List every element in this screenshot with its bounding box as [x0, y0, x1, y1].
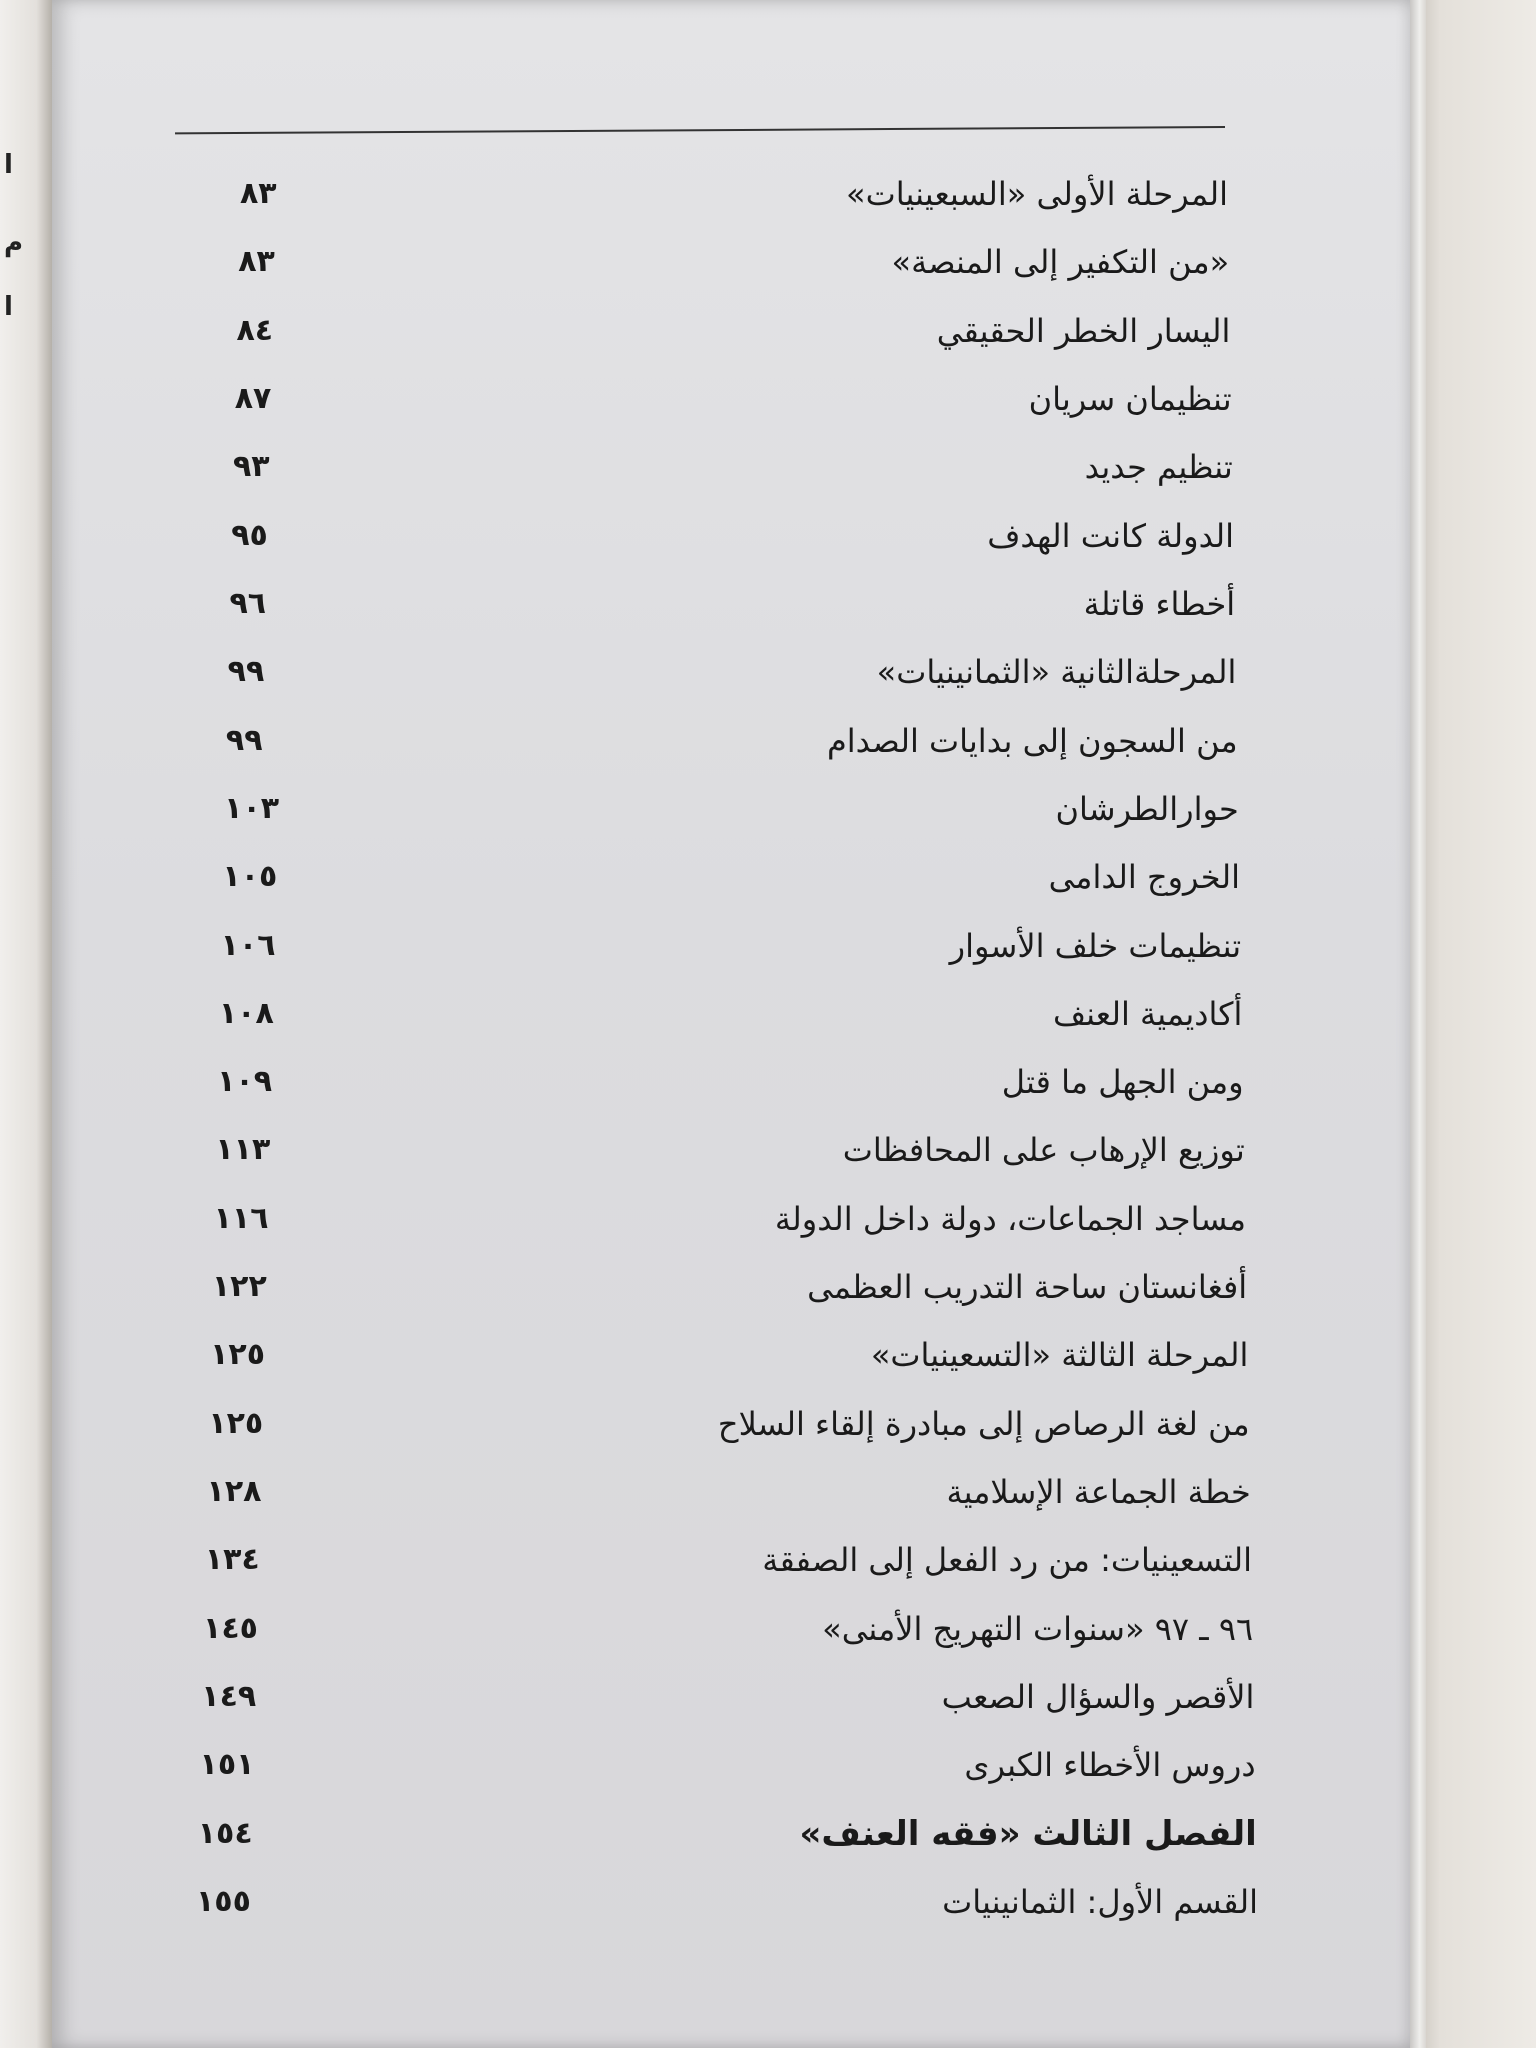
toc-entry-title: تنظيم جديد: [1084, 448, 1233, 487]
toc-page-number: ١١٦: [213, 1200, 269, 1236]
toc-page-number: ٨٣: [240, 176, 277, 211]
toc-entry-title: اليسار الخطر الحقيقي: [936, 311, 1231, 350]
toc-entry: [0, 375, 1232, 435]
adjacent-page-glyph: ا: [4, 292, 13, 322]
toc-page-number: ١٤٥: [203, 1610, 258, 1646]
toc-entry-title: المرحلة الأولى «السبعينيات»: [846, 175, 1228, 213]
toc-entry-title: ومن الجهل ما قتل: [1001, 1063, 1244, 1102]
toc-entry-title: ٩٦ ـ ٩٧ «سنوات التهريج الأمنى»: [822, 1609, 1254, 1648]
toc-page-number: ٨٧: [234, 380, 272, 416]
toc-page-number: ١٢٨: [206, 1474, 262, 1510]
toc-entry: [0, 1810, 1257, 1870]
toc-entry-title: حوارالطرشان: [1055, 789, 1239, 828]
toc-page-number: ٨٣: [238, 244, 275, 280]
toc-page-number: ٩٩: [225, 722, 263, 758]
toc-entry: [0, 1263, 1247, 1323]
toc-entry-title: دروس الأخطاء الكبرى: [964, 1746, 1256, 1785]
toc-page-number: ١٤٩: [201, 1679, 257, 1715]
toc-page-number: ١٥٥: [196, 1884, 251, 1919]
toc-entry: [0, 785, 1239, 845]
toc-entry: [0, 1331, 1248, 1391]
toc-page-number: ١٠٥: [222, 859, 278, 895]
toc-entry: [0, 1878, 1258, 1938]
toc-entry: [0, 1058, 1244, 1118]
toc-entry: [0, 648, 1236, 708]
toc-entry-title: الدولة كانت الهدف: [987, 516, 1234, 555]
toc-page-number: ٩٥: [231, 517, 268, 553]
toc-entry-title: المرحلةالثانية «الثمانينيات»: [876, 653, 1237, 692]
toc-entry: [0, 1126, 1245, 1186]
toc-page-number: ٩٣: [232, 449, 270, 485]
toc-entry-title: من لغة الرصاص إلى مبادرة إلقاء السلاح: [717, 1404, 1250, 1443]
toc-entry-title: «من التكفير إلى المنصة»: [891, 243, 1230, 282]
toc-page-number: ١٢٥: [208, 1405, 264, 1441]
toc-entry: [0, 238, 1229, 298]
toc-entry-title: تنظيمات خلف الأسوار: [949, 926, 1242, 965]
toc-page-number: ٩٦: [229, 585, 267, 621]
toc-entry-title: القسم الأول: الثمانينيات: [942, 1883, 1258, 1921]
toc-entry: [0, 1536, 1252, 1596]
toc-entry: [0, 307, 1230, 367]
adjacent-page-glyph: م: [4, 228, 24, 258]
toc-page-number: ١٢٢: [211, 1269, 267, 1305]
chapter-title: الفصل الثالث «فقه العنف»: [799, 1813, 1257, 1854]
adjacent-page-glyph: ا: [4, 150, 13, 180]
toc-page-number: ١٠٩: [217, 1064, 273, 1100]
toc-entry: [0, 443, 1233, 503]
toc-entry: [0, 170, 1228, 230]
toc-page-number: ١١٣: [215, 1132, 271, 1168]
toc-entry-title: توزيع الإرهاب على المحافظات: [842, 1131, 1245, 1170]
toc-entry: [0, 1605, 1253, 1665]
toc-entry: [0, 1468, 1251, 1528]
toc-page-number: ١٢٥: [210, 1337, 266, 1373]
toc-entry: [0, 853, 1240, 913]
toc-entry-title: أخطاء قاتلة: [1083, 584, 1236, 623]
toc-entry: [0, 1400, 1250, 1460]
toc-entry-title: التسعينيات: من رد الفعل إلى الصفقة: [762, 1541, 1252, 1580]
toc-entry-title: أكاديمية العنف: [1053, 994, 1243, 1033]
toc-entry: [0, 922, 1241, 982]
toc-entry-title: أفغانستان ساحة التدريب العظمى: [807, 1268, 1248, 1307]
toc-page-number: ١٠٣: [224, 790, 280, 826]
toc-page-number: ١٠٨: [218, 995, 274, 1031]
toc-entry-title: من السجون إلى بدايات الصدام: [826, 721, 1238, 760]
toc-entry: [0, 1741, 1256, 1801]
toc-page-number: ٨٤: [236, 312, 274, 348]
toc-entry: [0, 990, 1242, 1050]
toc-page-number: ٩٩: [227, 654, 265, 690]
toc-entry-title: الأقصر والسؤال الصعب: [941, 1678, 1255, 1717]
toc-page-number: ١٠٦: [220, 927, 276, 963]
toc-entry-title: تنظيمان سريان: [1028, 379, 1232, 418]
toc-entry: [0, 1673, 1254, 1733]
toc-entry: [0, 1195, 1246, 1255]
toc-entry-title: المرحلة الثالثة «التسعينيات»: [870, 1336, 1249, 1375]
toc-page-number: ١٣٤: [204, 1542, 260, 1578]
toc-entry-title: مساجد الجماعات، دولة داخل الدولة: [774, 1199, 1246, 1238]
toc-page-number: ١٥٤: [197, 1815, 253, 1851]
toc-entry-title: الخروج الدامى: [1048, 858, 1240, 897]
toc-entry: [0, 512, 1234, 572]
toc-entry-title: خطة الجماعة الإسلامية: [946, 1473, 1251, 1512]
toc-page-number: ١٥١: [199, 1747, 255, 1783]
toc-entry: [0, 717, 1238, 777]
toc-entry: [0, 580, 1235, 640]
